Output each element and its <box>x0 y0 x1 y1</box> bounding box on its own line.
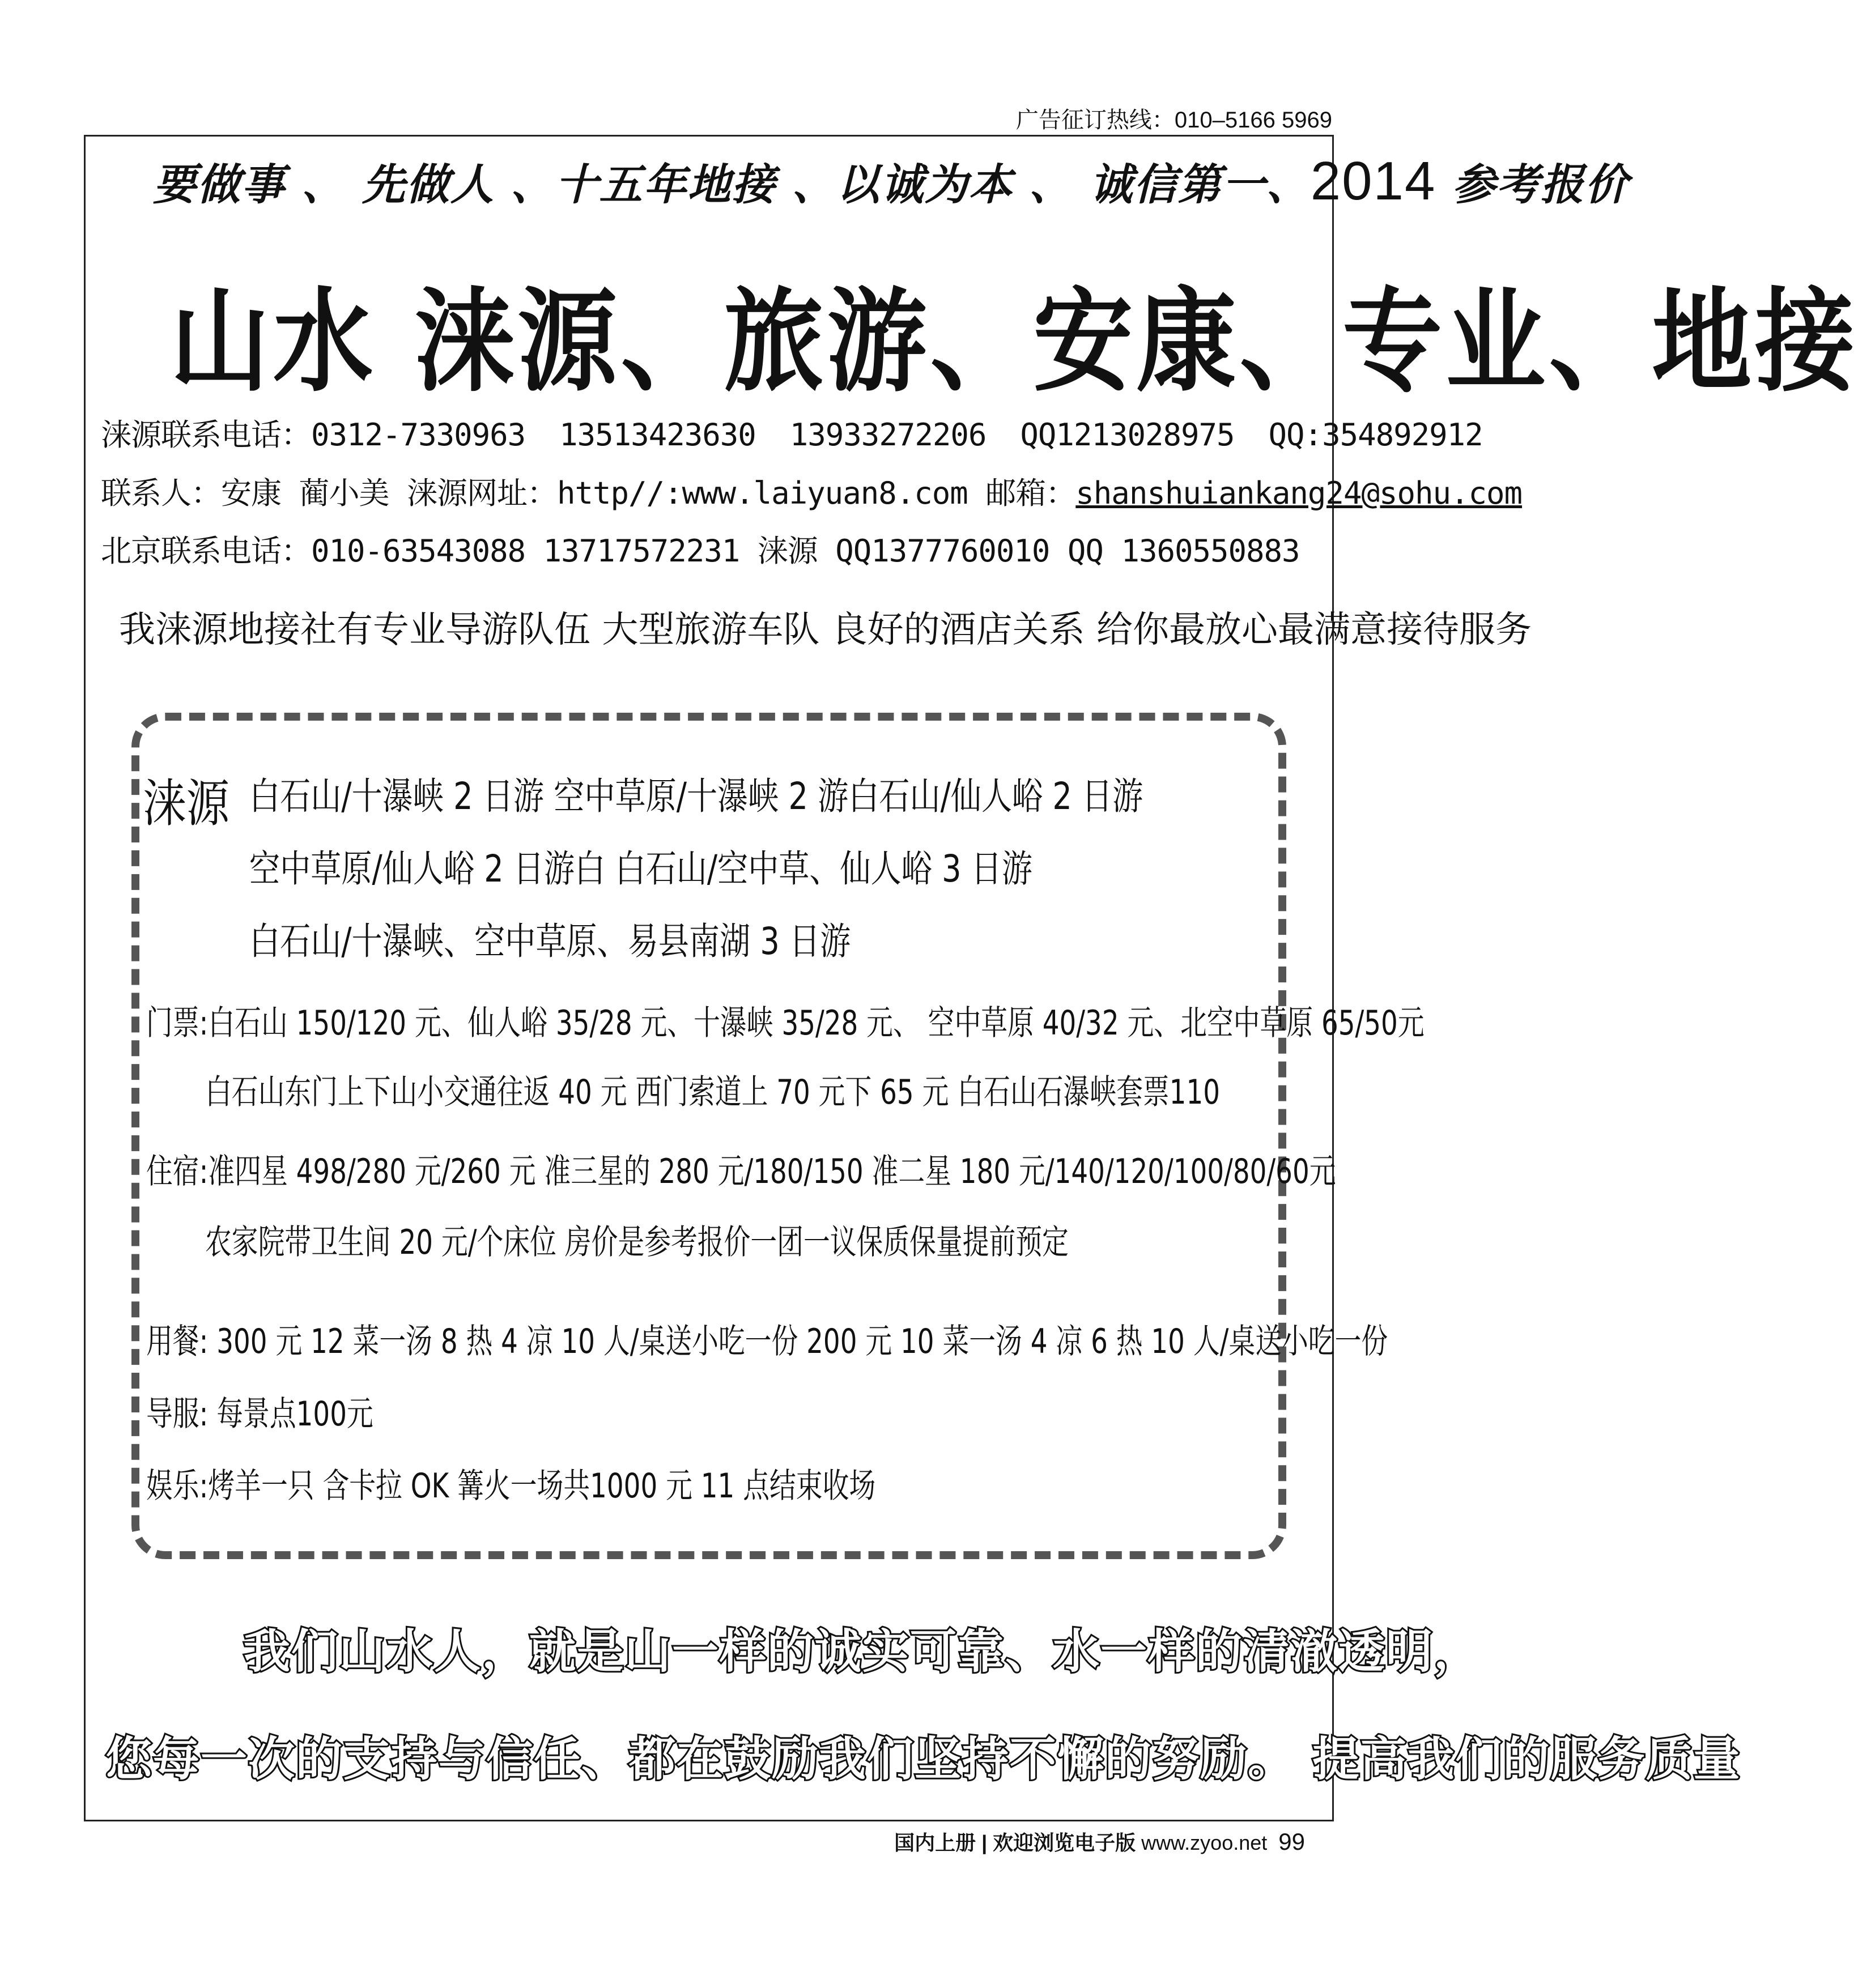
entertainment-prices: 娱乐:烤羊一只 含卡拉 OK 篝火一场共1000 元 11 点结束收场 <box>146 1466 876 1506</box>
contact-person-text: 联系人：安康 蔺小美 涞源网址：http//:www.laiyuan8.com 邮箱： <box>101 475 1076 511</box>
contact-mobile-2: 13933272206 <box>789 417 987 453</box>
route-line: 空中草原/仙人峪 2 日游白 白石山/空中草、仙人峪 3 日游 <box>249 847 1032 891</box>
page-number: 99 <box>1278 1828 1305 1855</box>
motto-line-2: 您每一次的支持与信任、都在鼓励我们坚持不懈的努励。 提高我们的服务质量 <box>105 1732 1741 1786</box>
contact-qq-2: QQ:354892912 <box>1268 417 1483 453</box>
contact-email-link[interactable]: shanshuiankang24@sohu.com <box>1075 475 1523 511</box>
route-line: 白石山/十瀑峡 2 日游 空中草原/十瀑峡 2 游白石山/仙人峪 2 日游 <box>249 774 1143 818</box>
itinerary-label: 涞源 <box>143 774 229 833</box>
slogan-year: 2014 <box>1310 151 1436 211</box>
contact-line-beijing: 北京联系电话：010-63543088 13717572231 涞源 QQ1377760010 QQ 1360550883 <box>101 533 1300 569</box>
contact-line-laiyuan <box>101 411 1483 454</box>
page-footer <box>894 1827 1305 1856</box>
footer-section: 国内上册 | 欢迎浏览电子版 <box>894 1831 1136 1854</box>
meal-prices: 用餐: 300 元 12 菜一汤 8 热 4 凉 10 人/桌送小吃一份 200 元 10 菜一汤 4 凉 6 热 10 人/桌送小吃一份 <box>146 1322 1388 1361</box>
motto-line-1: 我们山水人，就是山一样的诚实可靠、水一样的清澈透明， <box>244 1625 1482 1679</box>
ticket-prices: 门票:白石山 150/120 元、仙人峪 35/28 元、十瀑峡 35/28 元、 空中草原 40/32 元、北空中草原 65/50元 <box>146 1003 1425 1043</box>
slogan-main: 要做事 、 先做人 、十五年地接 、以诚为本 、 诚信第一、 <box>153 159 1311 210</box>
contact-phone-main: 涞源联系电话：0312-7330963 <box>101 417 526 453</box>
lodging-prices: 住宿:准四星 498/280 元/260 元 准三星的 280 元/180/150 准二星 180 元/140/120/100/80/60元 <box>146 1152 1336 1191</box>
service-tagline: 我涞源地接社有专业导游队伍 大型旅游车队 良好的酒店关系 给你最放心最满意接待服务 <box>119 609 1532 651</box>
page-headline: 山水 涞源、旅游、安康、专业、地接 <box>170 276 1858 407</box>
lodging-prices-extra: 农家院带卫生间 20 元/个床位 房价是参考报价一团一议保质保量提前预定 <box>205 1223 1069 1262</box>
ad-hotline: 广告征订热线：010–5166 5969 <box>1015 108 1332 133</box>
guide-fee: 导服: 每景点100元 <box>146 1394 373 1434</box>
footer-website-link[interactable]: www.zyoo.net <box>1136 1831 1268 1854</box>
route-line: 白石山/十瀑峡、空中草原、易县南湖 3 日游 <box>249 919 851 963</box>
ticket-prices-extra: 白石山东门上下山小交通往返 40 元 西门索道上 70 元下 65 元 白石山石瀑峡套票110 <box>205 1072 1221 1112</box>
slogan-tail: 参考报价 <box>1436 159 1629 210</box>
slogan-line <box>153 150 1629 212</box>
contact-mobile-1: 13513423630 <box>559 417 756 453</box>
contact-line-person <box>101 469 1522 513</box>
contact-qq-1: QQ1213028975 <box>1020 417 1235 453</box>
